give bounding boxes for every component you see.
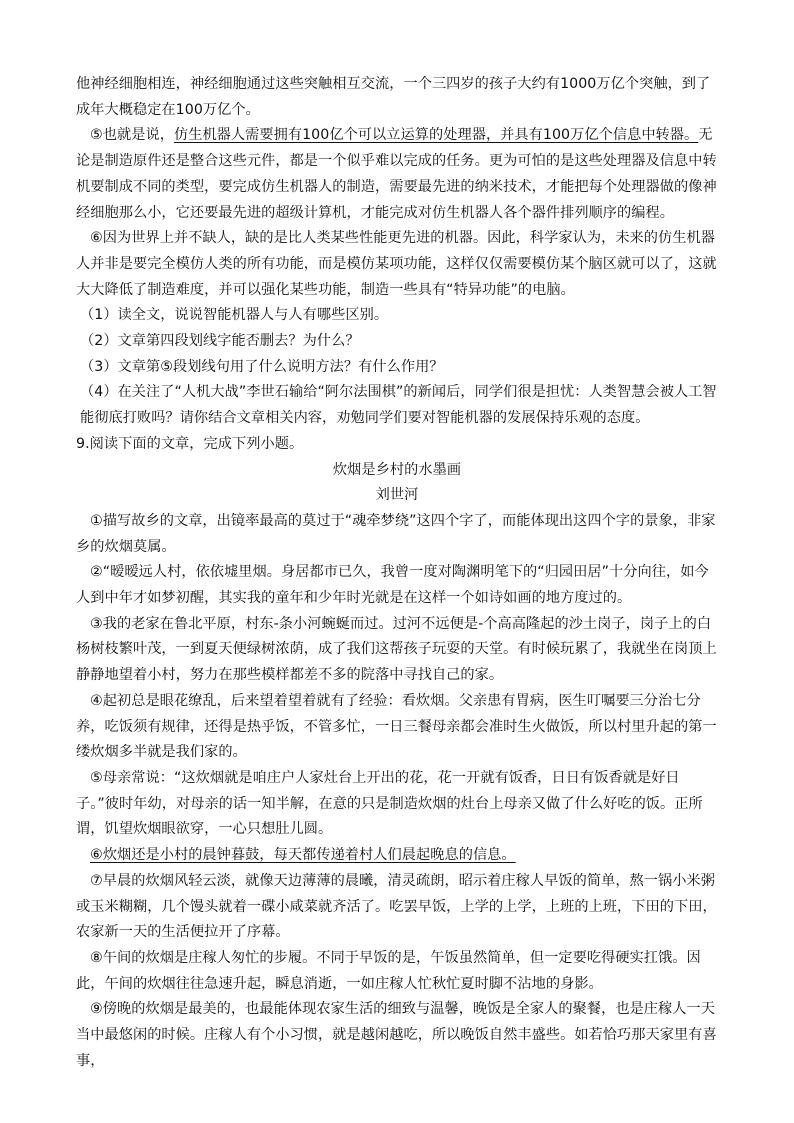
article-paragraph-5: ⑤母亲常说：“这炊烟就是咱庄户人家灶台上开出的花，花一开就有饭香，日日有饭香就是好日子。”彼时年幼，对母亲的话一知半解，在意的只是制造炊烟的灶台上母亲又做了什么好吃的饭。正所谓，饥望炊烟眼欲穿，一心只想肚儿圆。: [76, 769, 703, 838]
passage8-paragraph-4-tail: 他神经细胞相连，神经细胞通过这些突触相互交流，一个三四岁的孩子大约有1000万亿个突触，到了成年大概稳定在100万亿个。: [76, 76, 711, 118]
paragraph-5-underlined-sentence: 仿生机器人需要拥有100亿个可以立运算的处理器，并具有100万亿个信息中转器。: [173, 127, 699, 144]
article-title: 炊烟是乡村的水墨画: [332, 461, 462, 478]
article-author: 刘世河: [375, 487, 419, 504]
question-9-intro: 9.阅读下面的文章，完成下列小题。: [76, 435, 304, 452]
article-paragraph-8: ⑧午间的炊烟是庄稼人匆忙的步履。不同于早饭的是，午饭虽然简单，但一定要吃得硬实扛饿。因此，午间的炊烟往往急速升起，瞬息消逝，一如庄稼人忙秋忙夏时脚不沾地的身影。: [76, 949, 701, 992]
article-paragraph-9: ⑨傍晚的炊烟是最美的，也最能体现农家生活的细致与温馨，晚饭是全家人的聚餐，也是庄稼人一天当中最悠闲的时候。庄稼人有个小习惯，就是越闲越吃，所以晚饭自然丰盛些。如若恰巧那天家里有喜事，: [76, 1001, 717, 1069]
article-paragraph-2: ②“暧暧远人村，依依墟里烟。身居都市已久，我曾一度对陶渊明笔下的“归园田居”十分向往，如今人到中年才如梦初醒，其实我的童年和少年时光就是在这样一个如诗如画的地方度过的。: [76, 564, 709, 607]
paragraph-5-rest: 无论是制造原件还是整合这些元件，都是一个似乎难以完成的任务。更为可怕的是这些处理器及信息中转机要制成不同的类型，要完成仿生机器人的制造，需要最先进的纳米技术，才能把每个处理器做的像神经细胞那么小，它还要最先进的超级计算机，才能完成对仿生机器人各个器件排列顺序的编程。: [76, 127, 717, 221]
question-8-3: （3）文章第⑤段划线句用了什么说明方法？有什么作用？: [80, 358, 444, 375]
paragraph-6-underlined-sentence: ⑥炊烟还是小村的晨钟暮鼓，每天都传递着村人们晨起晚息的信息。: [90, 847, 516, 864]
question-8-1: （1）读全文，说说智能机器人与人有哪些区别。: [80, 307, 389, 324]
article-paragraph-6: [76, 843, 718, 869]
article-paragraph-7: ⑦早晨的炊烟风轻云淡，就像天边薄薄的晨曦，清灵疏朗，昭示着庄稼人早饭的简单，熬一锅小米粥或玉米糊糊，几个馒头就着一碟小咸菜就齐活了。吃罢早饭，上学的上学，上班的上班，下田的下田，农家新一天的生活便拉开了序幕。: [76, 872, 717, 941]
passage8-paragraph-6: ⑥因为世界上并不缺人，缺的是比人类某些性能更先进的机器。因此，科学家认为，未来的仿生机器人并非是要完全模仿人类的所有功能，而是模仿某项功能，这样仅仅需要模仿某个脑区就可以了，这就大大降低了制造难度，并可以强化某些功能，制造一些具有“特异功能”的电脑。: [76, 230, 717, 298]
article-paragraph-3: ③我的老家在鲁北平原，村东-条小河蜿蜒而过。过河不远便是-个高高隆起的沙土岗子，岗子上的白杨树枝繁叶茂，一到夏天便绿树浓荫，成了我们这帮孩子玩耍的天堂。有时候玩累了，我就坐在岗顶上静静地望着小村，努力在那些模样都差不多的院落中寻找自己的家。: [76, 615, 717, 684]
question-8-2: （2）文章第四段划线字能否删去？为什么？: [80, 333, 360, 350]
question-8-4: （4）在关注了“人机大战”李世石输给“阿尔法围棋”的新闻后，同学们很是担忧：人类智慧会被人工智能彻底打败吗？请你结合文章相关内容，劝勉同学们要对智能机器的发展保持乐观的态度。: [80, 384, 717, 427]
article-paragraph-1: ①描写故乡的文章，出镜率最高的莫过于“魂牵梦绕”这四个字了，而能体现出这四个字的景象，非家乡的炊烟莫属。: [76, 512, 716, 555]
document-page: [76, 72, 718, 1074]
paragraph-5-prefix: ⑤也就是说，: [90, 127, 174, 144]
article-paragraph-4: ④起初总是眼花缭乱，后来望着望着就有了经验：看炊烟。父亲患有胃病，医生叮嘱要三分治七分养，吃饭须有规律，还得是热乎饭，不管多忙，一日三餐母亲都会准时生火做饭，所以村里升起的第一缕炊烟多半就是我们家的。: [76, 692, 717, 761]
passage8-paragraph-5: [76, 123, 718, 226]
